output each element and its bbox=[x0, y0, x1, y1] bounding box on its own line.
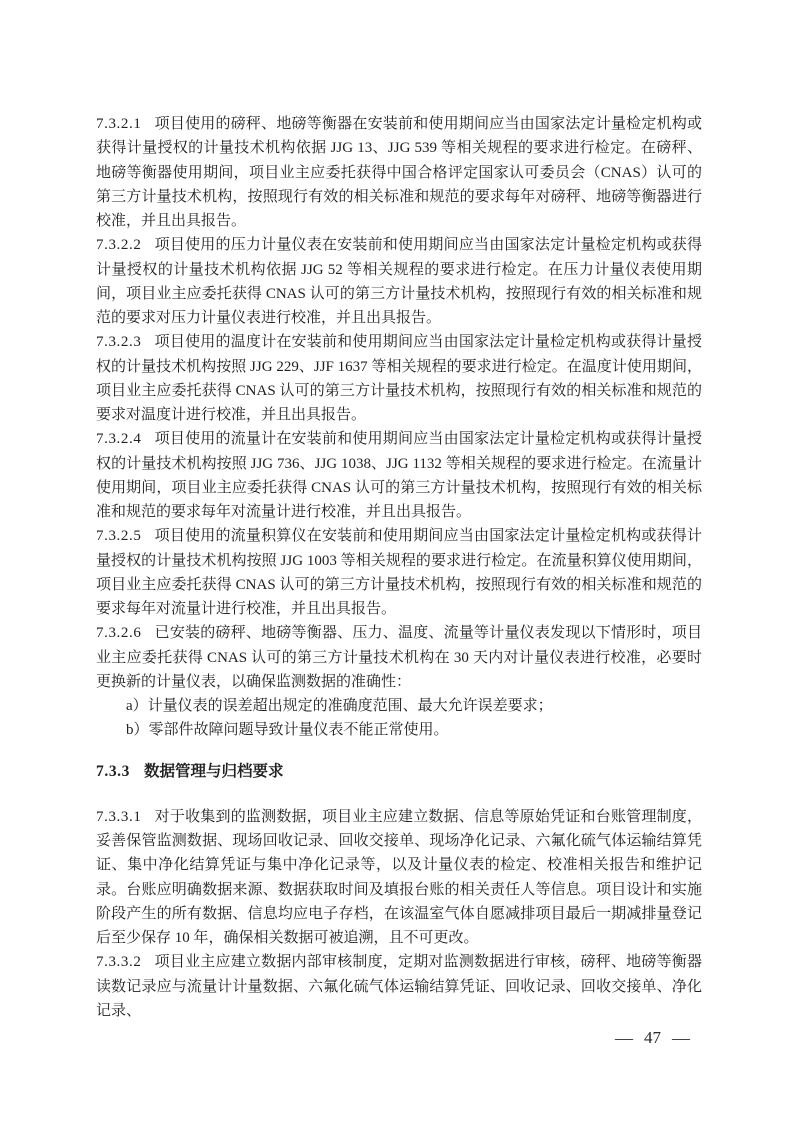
list-item-b bbox=[126, 718, 702, 742]
clause-text: 项目使用的温度计在安装前和使用期间应当由国家法定计量检定机构或获得计量授权的计量技术机构按照 JJG 229、JJF 1637 等相关规程的要求进行检定。在温度计使用期间，项目业主应委托获得 CNAS 认可的第三方计量技术机构，按照现行有效的相关标准和规范的要求对温度计进行校准，并且出具报告。 bbox=[96, 334, 702, 423]
clause-7-3-2-5 bbox=[96, 524, 702, 621]
heading-title: 数据管理与归档要求 bbox=[144, 762, 284, 780]
list-item-label: b） bbox=[126, 722, 149, 739]
clause-text: 已安装的磅秤、地磅等衡器、压力、温度、流量等计量仪表发现以下情形时，项目业主应委托获得 CNAS 认可的第三方计量技术机构在 30 天内对计量仪表进行校准，必要时更换新的计量仪表，以确保监测数据的准确性： bbox=[96, 625, 702, 690]
clause-number: 7.3.2.2 bbox=[96, 237, 142, 254]
clause-number: 7.3.2.4 bbox=[96, 431, 142, 448]
clause-7-3-2-4 bbox=[96, 427, 702, 524]
document-body bbox=[96, 112, 702, 1023]
list-item-text: 计量仪表的误差超出规定的准确度范围、最大允许误差要求； bbox=[147, 698, 553, 714]
clause-text: 对于收集到的监测数据，项目业主应建立数据、信息等原始凭证和台账管理制度，妥善保管监测数据、现场回收记录、回收交接单、现场净化记录、六氟化硫气体运输结算凭证、集中净化结算凭证与集中净化记录等，以及计量仪表的检定、校准相关报告和维护记录。台账应明确数据来源、数据获取时间及填报台账的相关责任人等信息。项目设计和实施阶段产生的所有数据、信息均应电子存档，在该温室气体自愿减排项目最后一期减排量登记后至少保存 10 年，确保相关数据可被追溯，且不可更改。 bbox=[96, 808, 702, 946]
clause-number: 7.3.2.6 bbox=[96, 625, 142, 642]
list-item-text: 零部件故障问题导致计量仪表不能正常使用。 bbox=[148, 722, 449, 739]
clause-7-3-2-1 bbox=[96, 112, 702, 233]
page-number-dash-right: — bbox=[672, 1028, 690, 1048]
page-number-dash-left: — bbox=[615, 1028, 633, 1048]
clause-number: 7.3.2.3 bbox=[96, 334, 142, 351]
clause-text: 项目使用的压力计量仪表在安装前和使用期间应当由国家法定计量检定机构或获得计量授权的计量技术机构依据 JJG 52 等相关规程的要求进行检定。在压力计量仪表使用期间，项目业主应委托获得 CNAS 认可的第三方计量技术机构，按照现行有效的相关标准和规范的要求对压力计量仪表进行校准，并且出具报告。 bbox=[96, 237, 702, 326]
clause-text: 项目使用的流量积算仪在安装前和使用期间应当由国家法定计量检定机构或获得计量授权的计量技术机构按照 JJG 1003 等相关规程的要求进行检定。在流量积算仪使用期间，项目业主应委托获得 CNAS 认可的第三方计量技术机构，按照现行有效的相关标准和规范的要求每年对流量计进行校准，并且出具报告。 bbox=[96, 528, 702, 617]
clause-number: 7.3.2.1 bbox=[96, 116, 142, 132]
page-number bbox=[615, 1028, 690, 1048]
clause-text: 项目使用的磅秤、地磅等衡器在安装前和使用期间应当由国家法定计量检定机构或获得计量授权的计量技术机构依据 JJG 13、JJG 539 等相关规程的要求进行检定。在磅秤、地磅等衡器使用期间，项目业主应委托获得中国合格评定国家认可委员会（CNAS）认可的第三方计量技术机构，按照现行有效的相关标准和规范的要求每年对磅秤、地磅等衡器进行校准，并且出具报告。 bbox=[96, 116, 702, 229]
clause-text: 项目使用的流量计在安装前和使用期间应当由国家法定计量检定机构或获得计量授权的计量技术机构按照 JJG 736、JJG 1038、JJG 1132 等相关规程的要求进行检定。在流量计使用期间，项目业主应委托获得 CNAS 认可的第三方计量技术机构，按照现行有效的相关标准和规范的要求每年对流量计进行校准，并且出具报告。 bbox=[96, 431, 702, 520]
clause-number: 7.3.3.2 bbox=[96, 954, 142, 971]
clause-text: 项目业主应建立数据内部审核制度，定期对监测数据进行审核，磅秤、地磅等衡器读数记录应与流量计计量数据、六氟化硫气体运输结算凭证、回收记录、回收交接单、净化记录、 bbox=[96, 954, 702, 1019]
list-item-label: a） bbox=[126, 698, 148, 714]
clause-7-3-2-3 bbox=[96, 330, 702, 427]
heading-number: 7.3.3 bbox=[96, 762, 130, 780]
clause-number: 7.3.2.5 bbox=[96, 528, 142, 545]
clause-7-3-3-1 bbox=[96, 805, 702, 951]
clause-7-3-2-6 bbox=[96, 621, 702, 694]
clause-number: 7.3.3.1 bbox=[96, 808, 142, 825]
clause-7-3-2-2 bbox=[96, 233, 702, 330]
clause-7-3-3-2 bbox=[96, 950, 702, 1023]
page-number-value: 47 bbox=[644, 1028, 661, 1047]
section-heading-7-3-3 bbox=[96, 760, 702, 784]
list-item-a bbox=[126, 694, 702, 718]
